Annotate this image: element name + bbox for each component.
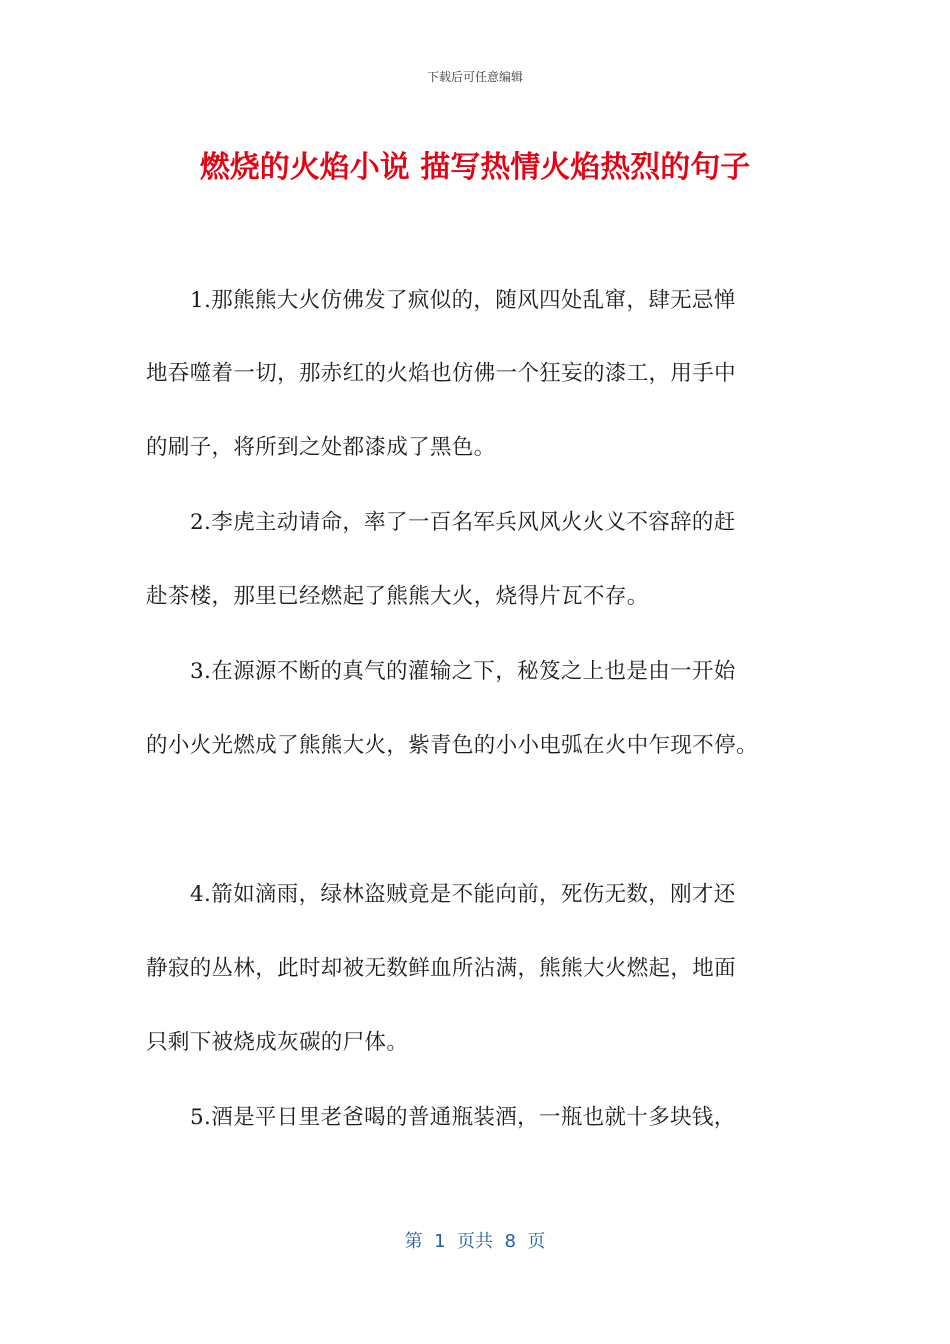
paragraph-2-line-2: 赴茶楼，那里已经燃起了熊熊大火，烧得片瓦不存。 xyxy=(146,584,649,609)
paragraph-4-line-2: 静寂的丛林，此时却被无数鲜血所沾满，熊熊大火燃起，地面 xyxy=(146,956,736,981)
document-title: 燃烧的火焰小说 描写热情火焰热烈的句子 xyxy=(199,150,751,185)
paragraph-3-line-1: 3.在源源不断的真气的灌输之下，秘笈之上也是由一开始 xyxy=(190,659,736,684)
paragraph-4-line-3: 只剩下被烧成灰碳的尸体。 xyxy=(146,1030,409,1055)
page-number-footer: 第 1 页共 8 页 xyxy=(404,1231,546,1252)
paragraph-5-line-1: 5.酒是平日里老爸喝的普通瓶装酒，一瓶也就十多块钱， xyxy=(190,1105,736,1130)
paragraph-1-line-3: 的刷子，将所到之处都漆成了黑色。 xyxy=(146,435,496,460)
paragraph-4-line-1: 4.箭如滴雨，绿林盗贼竟是不能向前，死伤无数，刚才还 xyxy=(190,882,736,907)
paragraph-1-line-1: 1.那熊熊大火仿佛发了疯似的，随风四处乱窜，肆无忌惮 xyxy=(190,288,736,313)
paragraph-2-line-1: 2.李虎主动请命，率了一百名军兵风风火火义不容辞的赶 xyxy=(190,510,736,535)
header-note: 下载后可任意编辑 xyxy=(426,70,523,84)
paragraph-3-line-2: 的小火光燃成了熊熊大火，紫青色的小小电弧在火中乍现不停。 xyxy=(146,733,758,758)
paragraph-1-line-2: 地吞噬着一切，那赤红的火焰也仿佛一个狂妄的漆工，用手中 xyxy=(146,361,736,386)
